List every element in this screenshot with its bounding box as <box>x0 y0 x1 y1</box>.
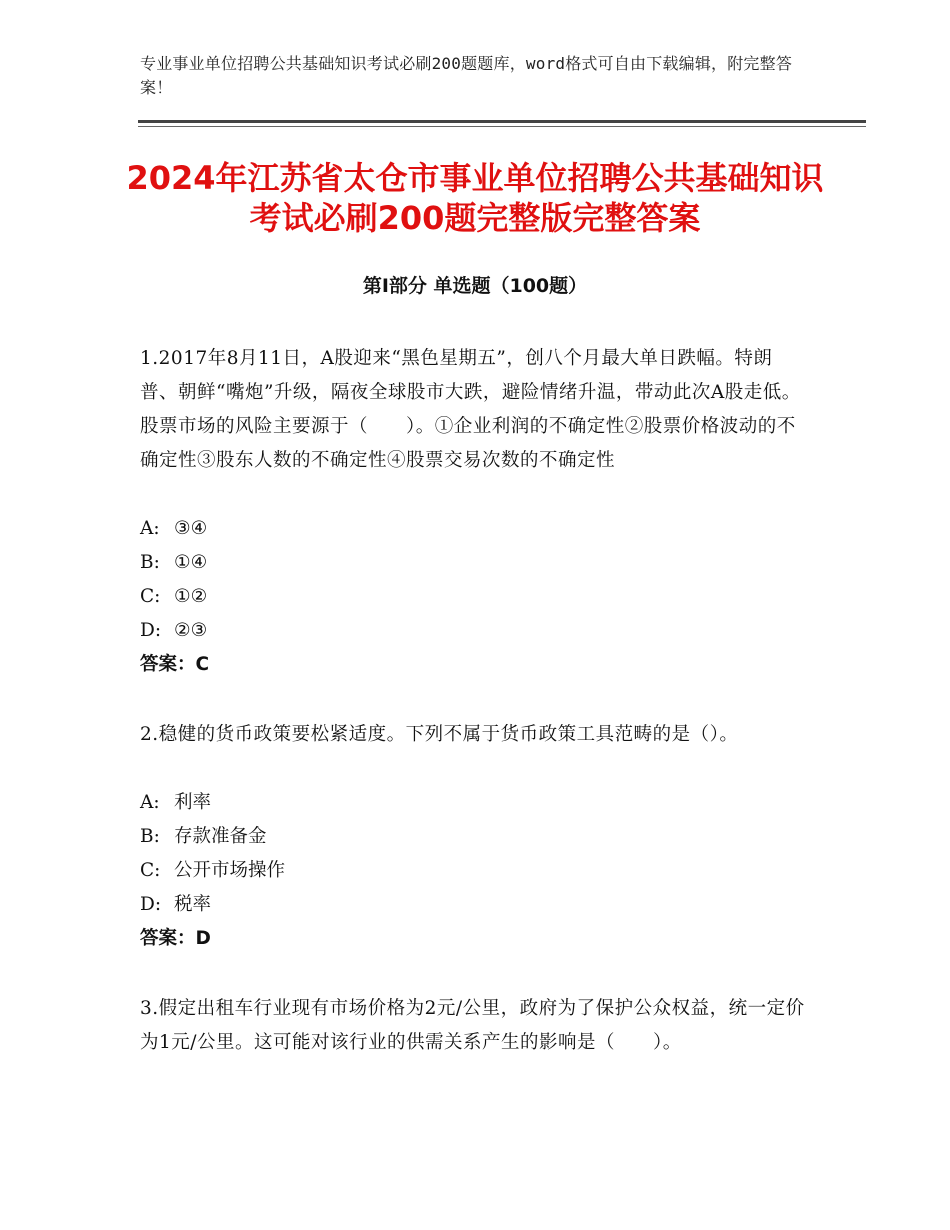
option-text: ③④ <box>174 518 208 539</box>
option-label: B: <box>140 826 160 847</box>
header-divider <box>138 120 866 123</box>
question-2-option-a <box>140 786 810 820</box>
question-1-stem: 1.2017年8月11日，A股迎来“黑色星期五”，创八个月最大单日跌幅。特朗普、朝鲜“嘴炮”升级，隔夜全球股市大跌，避险情绪升温，带动此次A股走低。股票市场的风险主要源于（ ）。①企业利润的不确定性②股票价格波动的不确定性③股东人数的不确定性④股票交易次数的不确定性 <box>140 348 801 471</box>
document-title: 2024年江苏省太仓市事业单位招聘公共基础知识考试必刷200题完整版完整答案 <box>126 159 824 237</box>
question-2-option-b <box>140 820 810 854</box>
option-label: B: <box>140 552 160 573</box>
option-label: D: <box>140 620 162 641</box>
question-2-option-d <box>140 888 810 922</box>
section-title: 第Ⅰ部分 单选题（100题） <box>362 275 588 297</box>
question-2-stem: 2.稳健的货币政策要松紧适度。下列不属于货币政策工具范畴的是（）。 <box>140 724 739 745</box>
option-text: 税率 <box>174 894 212 915</box>
option-text: ②③ <box>174 620 208 641</box>
question-1-option-c <box>140 580 810 614</box>
option-text: 存款准备金 <box>174 826 267 847</box>
option-label: C: <box>140 586 161 607</box>
question-1-option-d <box>140 614 810 648</box>
question-2-answer: 答案：D <box>140 928 211 949</box>
question-1-option-b <box>140 546 810 580</box>
question-2-option-c <box>140 854 810 888</box>
question-3-stem: 3.假定出租车行业现有市场价格为2元/公里，政府为了保护公众权益，统一定价为1元/公里。这可能对该行业的供需关系产生的影响是（ ）。 <box>140 998 805 1053</box>
option-label: A: <box>140 792 160 813</box>
header-note: 专业事业单位招聘公共基础知识考试必刷200题题库，word格式可自由下载编辑，附完整答案！ <box>140 54 793 97</box>
option-text: 公开市场操作 <box>174 860 286 881</box>
option-label: D: <box>140 894 162 915</box>
option-text: ①④ <box>174 552 208 573</box>
option-label: C: <box>140 860 161 881</box>
question-1-answer: 答案：C <box>140 654 210 675</box>
option-text: 利率 <box>174 792 212 813</box>
header-divider-thin <box>138 126 866 127</box>
option-text: ①② <box>174 586 208 607</box>
question-1-option-a <box>140 512 810 546</box>
option-label: A: <box>140 518 160 539</box>
